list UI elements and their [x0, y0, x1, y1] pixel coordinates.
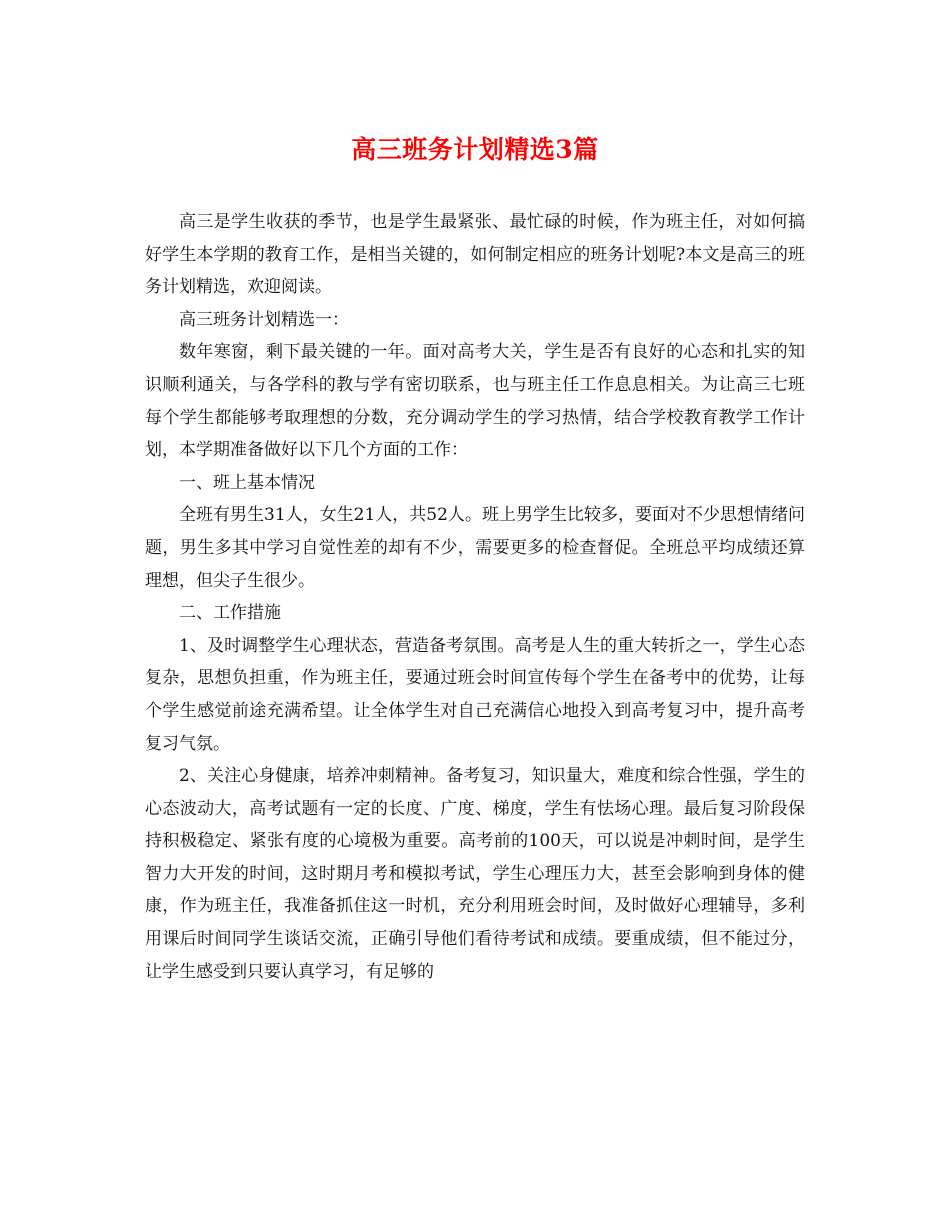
- document-body: [145, 206, 805, 988]
- paragraph-measure-2: 2、关注心身健康，培养冲刺精神。备考复习，知识量大，难度和综合性强，学生的心态波动大，高考试题有一定的长度、广度、梯度，学生有怯场心理。最后复习阶段保持积极稳定、紧张有度的心境极为重要。高考前的100天，可以说是冲刺时间，是学生智力大开发的时间，这时期月考和模拟考试，学生心理压力大，甚至会影响到身体的健康，作为班主任，我准备抓住这一时机，充分利用班会时间，及时做好心理辅导，多利用课后时间同学生谈话交流，正确引导他们看待考试和成绩。要重成绩，但不能过分，让学生感受到只要认真学习，有足够的: [145, 766, 805, 982]
- paragraph-intro: 高三是学生收获的季节，也是学生最紧张、最忙碌的时候，作为班主任，对如何搞好学生本学期的教育工作，是相当关键的，如何制定相应的班务计划呢?本文是高三的班务计划精选，欢迎阅读。: [145, 212, 805, 298]
- paragraph-measure-1: 1、及时调整学生心理状态，营造备考氛围。高考是人生的重大转折之一，学生心态复杂，思想负担重，作为班主任，要通过班会时间宣传每个学生在备考中的优势，让每个学生感觉前途充满希望。让全体学生对自己充满信心地投入到高考复习中，提升高考复习气氛。: [145, 635, 805, 754]
- document-title: 高三班务计划精选3篇: [351, 135, 599, 164]
- heading-work-measures: 二、工作措施: [179, 603, 281, 624]
- paragraph-class-situation: 全班有男生31人，女生21人，共52人。班上男学生比较多，要面对不少思想情绪问题，男生多其中学习自觉性差的却有不少，需要更多的检查督促。全班总平均成绩还算理想，但尖子生很少。: [145, 505, 805, 591]
- heading-plan-one: 高三班务计划精选一：: [179, 309, 349, 330]
- paragraph-plan-one-intro: 数年寒窗，剩下最关键的一年。面对高考大关，学生是否有良好的心态和扎实的知识顺利通关，与各学科的教与学有密切联系，也与班主任工作息息相关。为让高三七班每个学生都能够考取理想的分数，充分调动学生的学习热情，结合学校教育教学工作计划，本学期准备做好以下几个方面的工作：: [145, 342, 805, 461]
- heading-class-situation: 一、班上基本情况: [179, 472, 315, 493]
